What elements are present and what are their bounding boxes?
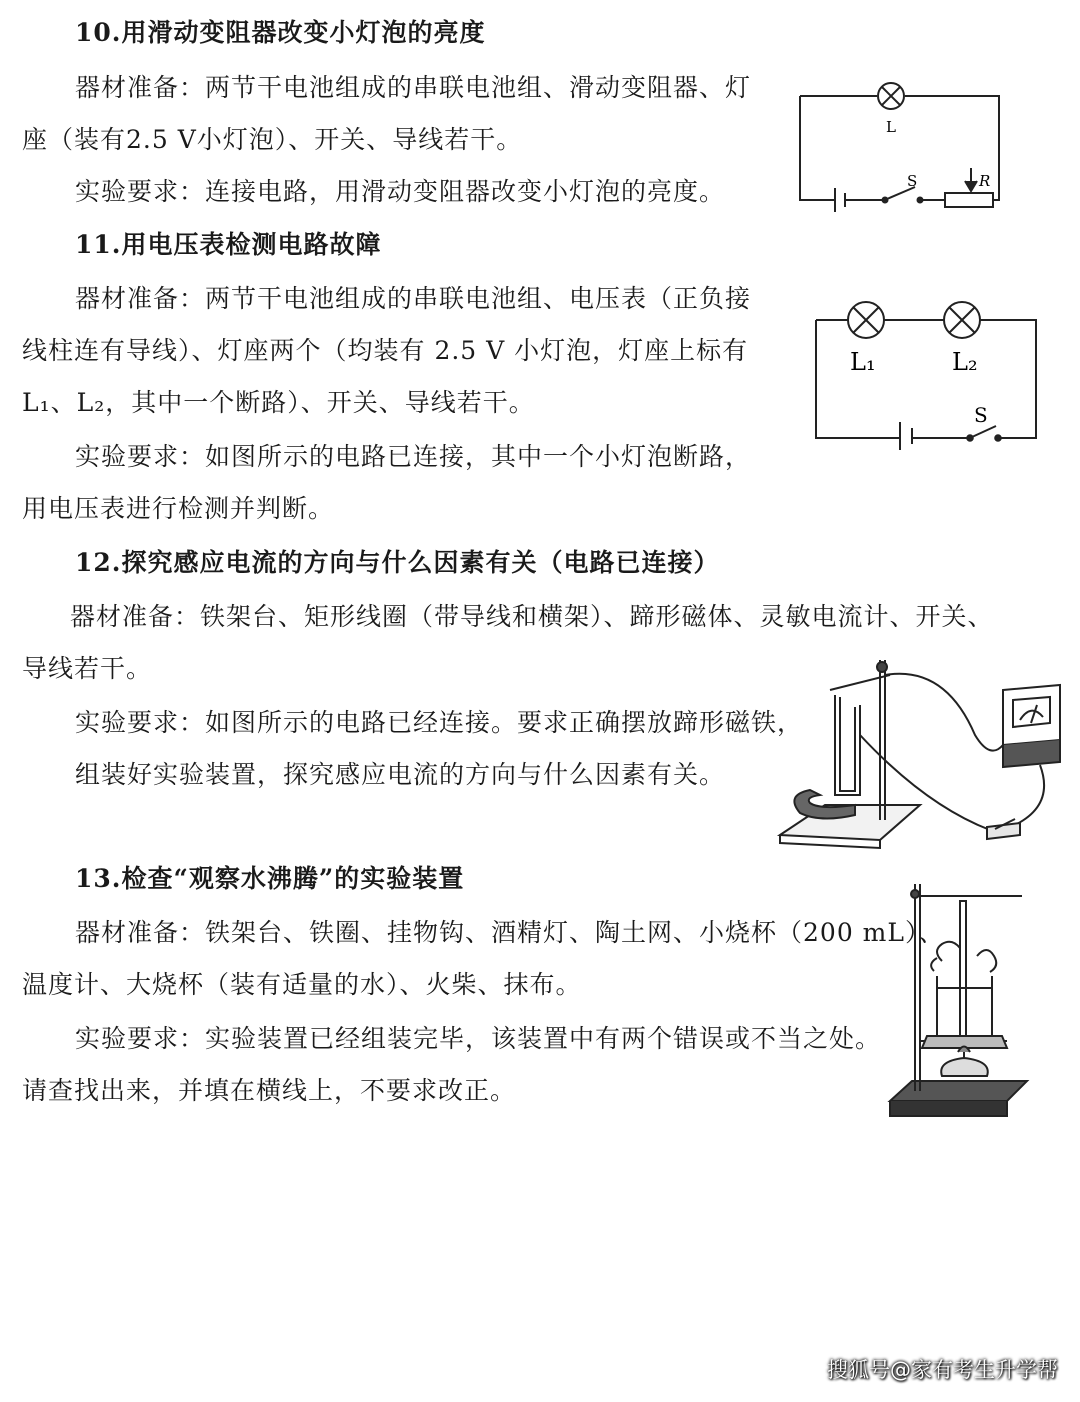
section-13-heading: 13.检查“观察水沸腾”的实验装置 — [75, 864, 465, 893]
watermark: 搜狐号@家有考生升学帮 — [827, 1358, 1058, 1382]
rheostat-label: R — [979, 172, 991, 190]
section-10-materials-line-2: 座（装有2.5 V小灯泡）、开关、导线若干。 — [22, 125, 523, 154]
section-12-heading: 12.探究感应电流的方向与什么因素有关（电路已连接） — [75, 548, 720, 577]
section-11-materials-line-3: L₁、L₂，其中一个断路）、开关、导线若干。 — [22, 388, 535, 417]
section-13-materials-line-1: 器材准备：铁架台、铁圈、挂物钩、酒精灯、陶土网、小烧杯（200 mL）、 — [75, 918, 945, 947]
circuit-diagram-two-lamps — [812, 298, 1042, 450]
lamp2-label: L₂ — [952, 348, 978, 376]
lamp1-label: L₁ — [850, 348, 876, 376]
section-12-requirement-line-1: 实验要求：如图所示的电路已经连接。要求正确摆放蹄形磁铁， — [75, 708, 804, 737]
section-10-heading: 10.用滑动变阻器改变小灯泡的亮度 — [75, 18, 486, 47]
section-11-materials-line-1: 器材准备：两节干电池组成的串联电池组、电压表（正负接 — [75, 284, 752, 313]
section-13-requirement-line-1: 实验要求：实验装置已经组装完毕，该装置中有两个错误或不当之处。 — [75, 1024, 882, 1053]
section-11-requirement-line-2: 用电压表进行检测并判断。 — [22, 494, 335, 523]
section-12-materials-line-1: 器材准备：铁架台、矩形线圈（带导线和横架）、蹄形磁体、灵敏电流计、开关、 — [70, 602, 994, 631]
section-12-materials-line-2: 导线若干。 — [22, 654, 153, 683]
section-12-requirement-line-2: 组装好实验装置，探究感应电流的方向与什么因素有关。 — [75, 760, 726, 789]
section-13-materials-line-2: 温度计、大烧杯（装有适量的水）、火柴、抹布。 — [22, 970, 582, 999]
section-10-requirement-line-1: 实验要求：连接电路，用滑动变阻器改变小灯泡的亮度。 — [75, 177, 726, 206]
section-13-requirement-line-2: 请查找出来，并填在横线上，不要求改正。 — [22, 1076, 517, 1105]
boiling-water-apparatus-figure — [882, 876, 1032, 1126]
switch-label: S — [907, 172, 918, 190]
section-11-heading: 11.用电压表检测电路故障 — [75, 230, 382, 259]
section-10-materials-line-1: 器材准备：两节干电池组成的串联电池组、滑动变阻器、灯 — [75, 73, 752, 102]
switch2-label: S — [974, 403, 988, 427]
section-11-materials-line-2: 线柱连有导线）、灯座两个（均装有 2.5 V 小灯泡，灯座上标有 — [22, 336, 749, 365]
induction-apparatus-figure — [775, 645, 1070, 860]
lamp-label: L — [886, 118, 896, 136]
section-11-requirement-line-1: 实验要求：如图所示的电路已连接，其中一个小灯泡断路， — [75, 442, 752, 471]
circuit-diagram-rheostat — [795, 80, 1005, 215]
